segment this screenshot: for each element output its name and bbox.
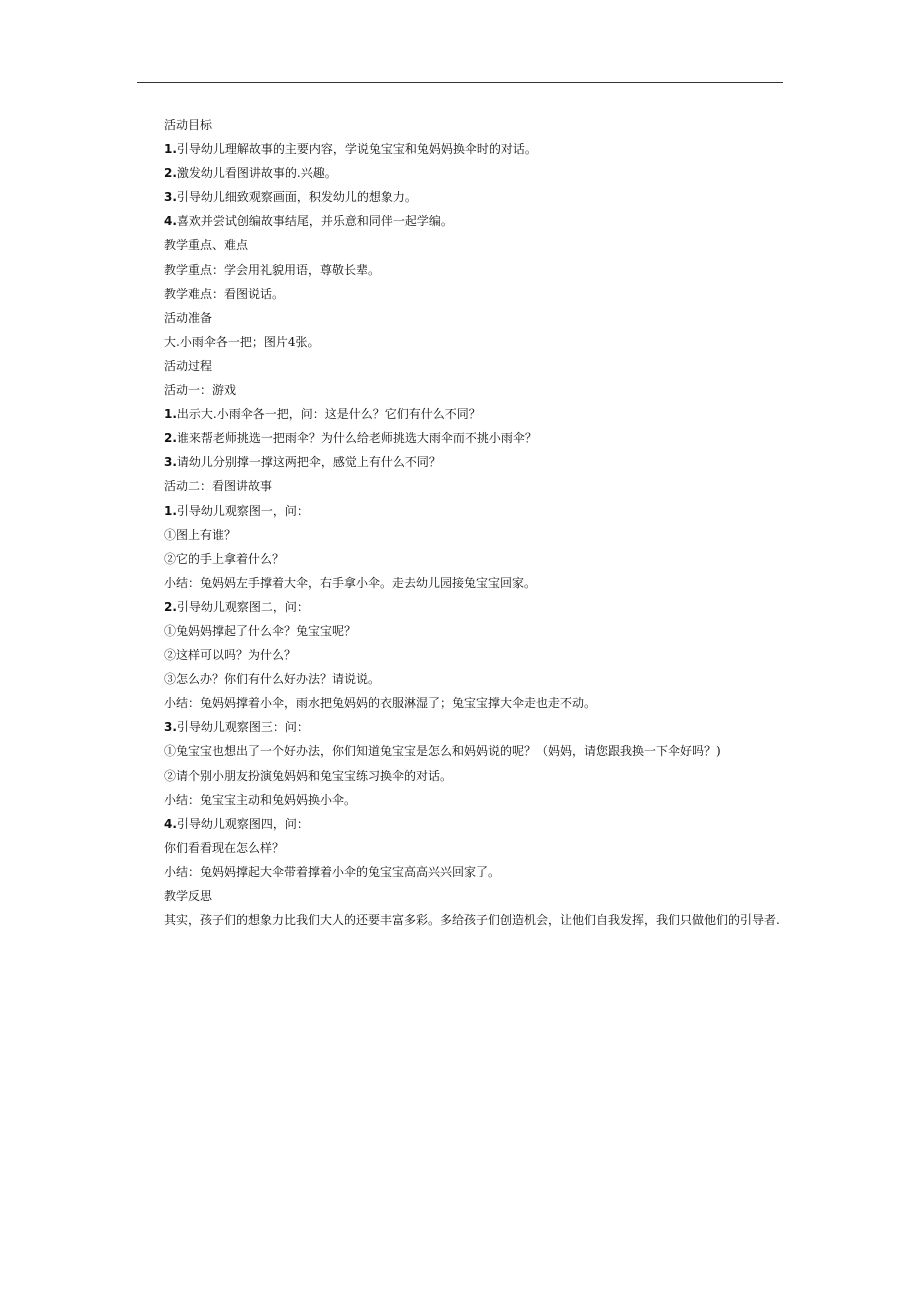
line-text: 活动二：看图讲故事 [164,479,273,494]
text-line [139,812,783,836]
text-line [139,739,783,763]
line-text: 引导幼儿理解故事的主要内容，学说兔宝宝和兔妈妈换伞时的对话。 [176,142,537,157]
text-line [139,499,783,523]
document-body [139,113,783,932]
text-line [139,474,783,498]
line-text: ①兔妈妈撑起了什么伞？兔宝宝呢？ [164,623,357,638]
list-number: 1. [164,142,177,157]
line-text: ②这样可以吗？为什么？ [164,648,297,663]
line-text: ①兔宝宝也想出了一个好办法，你们知道兔宝宝是怎么和妈妈说的呢？（妈妈，请您跟我换一下伞好吗？) [164,744,721,759]
header-rule [137,82,783,83]
line-text: 喜欢并尝试创编故事结尾，并乐意和同伴一起学编。 [176,214,453,229]
list-number: 4. [164,816,177,831]
list-number: 2. [164,431,177,446]
text-line [139,233,783,257]
line-text: 出示大.小雨伞各一把，问：这是什么？它们有什么不同？ [176,407,481,422]
line-text: 引导幼儿观察图二，问： [176,599,309,614]
text-line [139,523,783,547]
line-text: 教学反思 [164,889,213,903]
closing-paragraph: 其实，孩子们的想象力比我们大人的还要丰富多彩。多给孩子们创造机会，让他们自我发挥，我们只做他们的引导者. [164,913,780,928]
text-line [139,378,783,402]
line-text: ②请个别小朋友扮演兔妈妈和兔宝宝练习换伞的对话。 [164,768,453,783]
line-text: 教学重点、难点 [164,238,249,253]
line-text: 小结：兔宝宝主动和兔妈妈换小伞。 [164,792,357,807]
line-text: ③怎么办？你们有什么好办法？请说说。 [164,672,381,687]
line-text: 教学重点：学会用礼貌用语，尊敬长辈。 [164,262,381,277]
text-line [139,185,783,209]
line-text: 小结：兔妈妈撑起大伞带着撑着小伞的兔宝宝高高兴兴回家了。 [164,864,501,879]
line-text: 小结：兔妈妈左手撑着大伞，右手拿小伞。走去幼儿园接兔宝宝回家。 [164,575,537,590]
text-line [139,161,783,185]
list-number: 2. [164,599,177,614]
text-line [139,884,783,908]
line-text: 你们看看现在怎么样？ [164,840,285,855]
text-line [139,788,783,812]
list-number: 4. [164,214,177,229]
text-line [139,330,783,354]
list-number: 2. [164,166,177,181]
text-line [139,402,783,426]
line-text: 活动过程 [164,358,213,373]
line-text: 引导幼儿观察图四，问： [176,816,309,831]
text-line [139,354,783,378]
line-text: 引导幼儿细致观察画面，积发幼儿的想象力。 [176,190,417,205]
line-text: 引导幼儿观察图一，问： [176,503,309,518]
text-line [139,836,783,860]
text-line [139,209,783,233]
text-line [139,667,783,691]
list-number: 3. [164,720,177,735]
text-line [139,547,783,571]
line-text: 活动目标 [164,118,213,132]
text-line [139,691,783,715]
line-text: ①图上有谁？ [164,527,237,542]
text-line [139,764,783,788]
text-line [139,426,783,450]
text-line [139,137,783,161]
text-line [139,643,783,667]
line-text: 活动准备 [164,310,213,325]
line-text: 活动一：游戏 [164,383,237,398]
text-line [139,860,783,884]
list-number: 1. [164,503,177,518]
list-number: 3. [164,455,177,470]
list-number: 3. [164,190,177,205]
line-text: 教学难点：看图说话。 [164,286,285,301]
line-text: 小结：兔妈妈撑着小伞，雨水把兔妈妈的衣服淋湿了；兔宝宝撑大伞走也走不动。 [164,696,597,711]
text-line [139,258,783,282]
text-line [139,282,783,306]
text-line [139,595,783,619]
text-line [139,619,783,643]
line-text: 引导幼儿观察图三：问： [176,720,309,735]
line-text: 大.小雨伞各一把；图片4张。 [164,334,320,349]
line-text: ②它的手上拿着什么？ [164,551,285,566]
text-line [139,306,783,330]
text-line [139,113,783,137]
text-line [139,715,783,739]
line-text: 谁来帮老师挑选一把雨伞？为什么给老师挑选大雨伞而不挑小雨伞？ [176,431,537,446]
list-number: 1. [164,407,177,422]
line-text: 激发幼儿看图讲故事的.兴趣。 [176,166,337,181]
text-line [139,571,783,595]
text-line [139,450,783,474]
line-text: 请幼儿分别撑一撑这两把伞，感觉上有什么不同？ [176,455,441,470]
